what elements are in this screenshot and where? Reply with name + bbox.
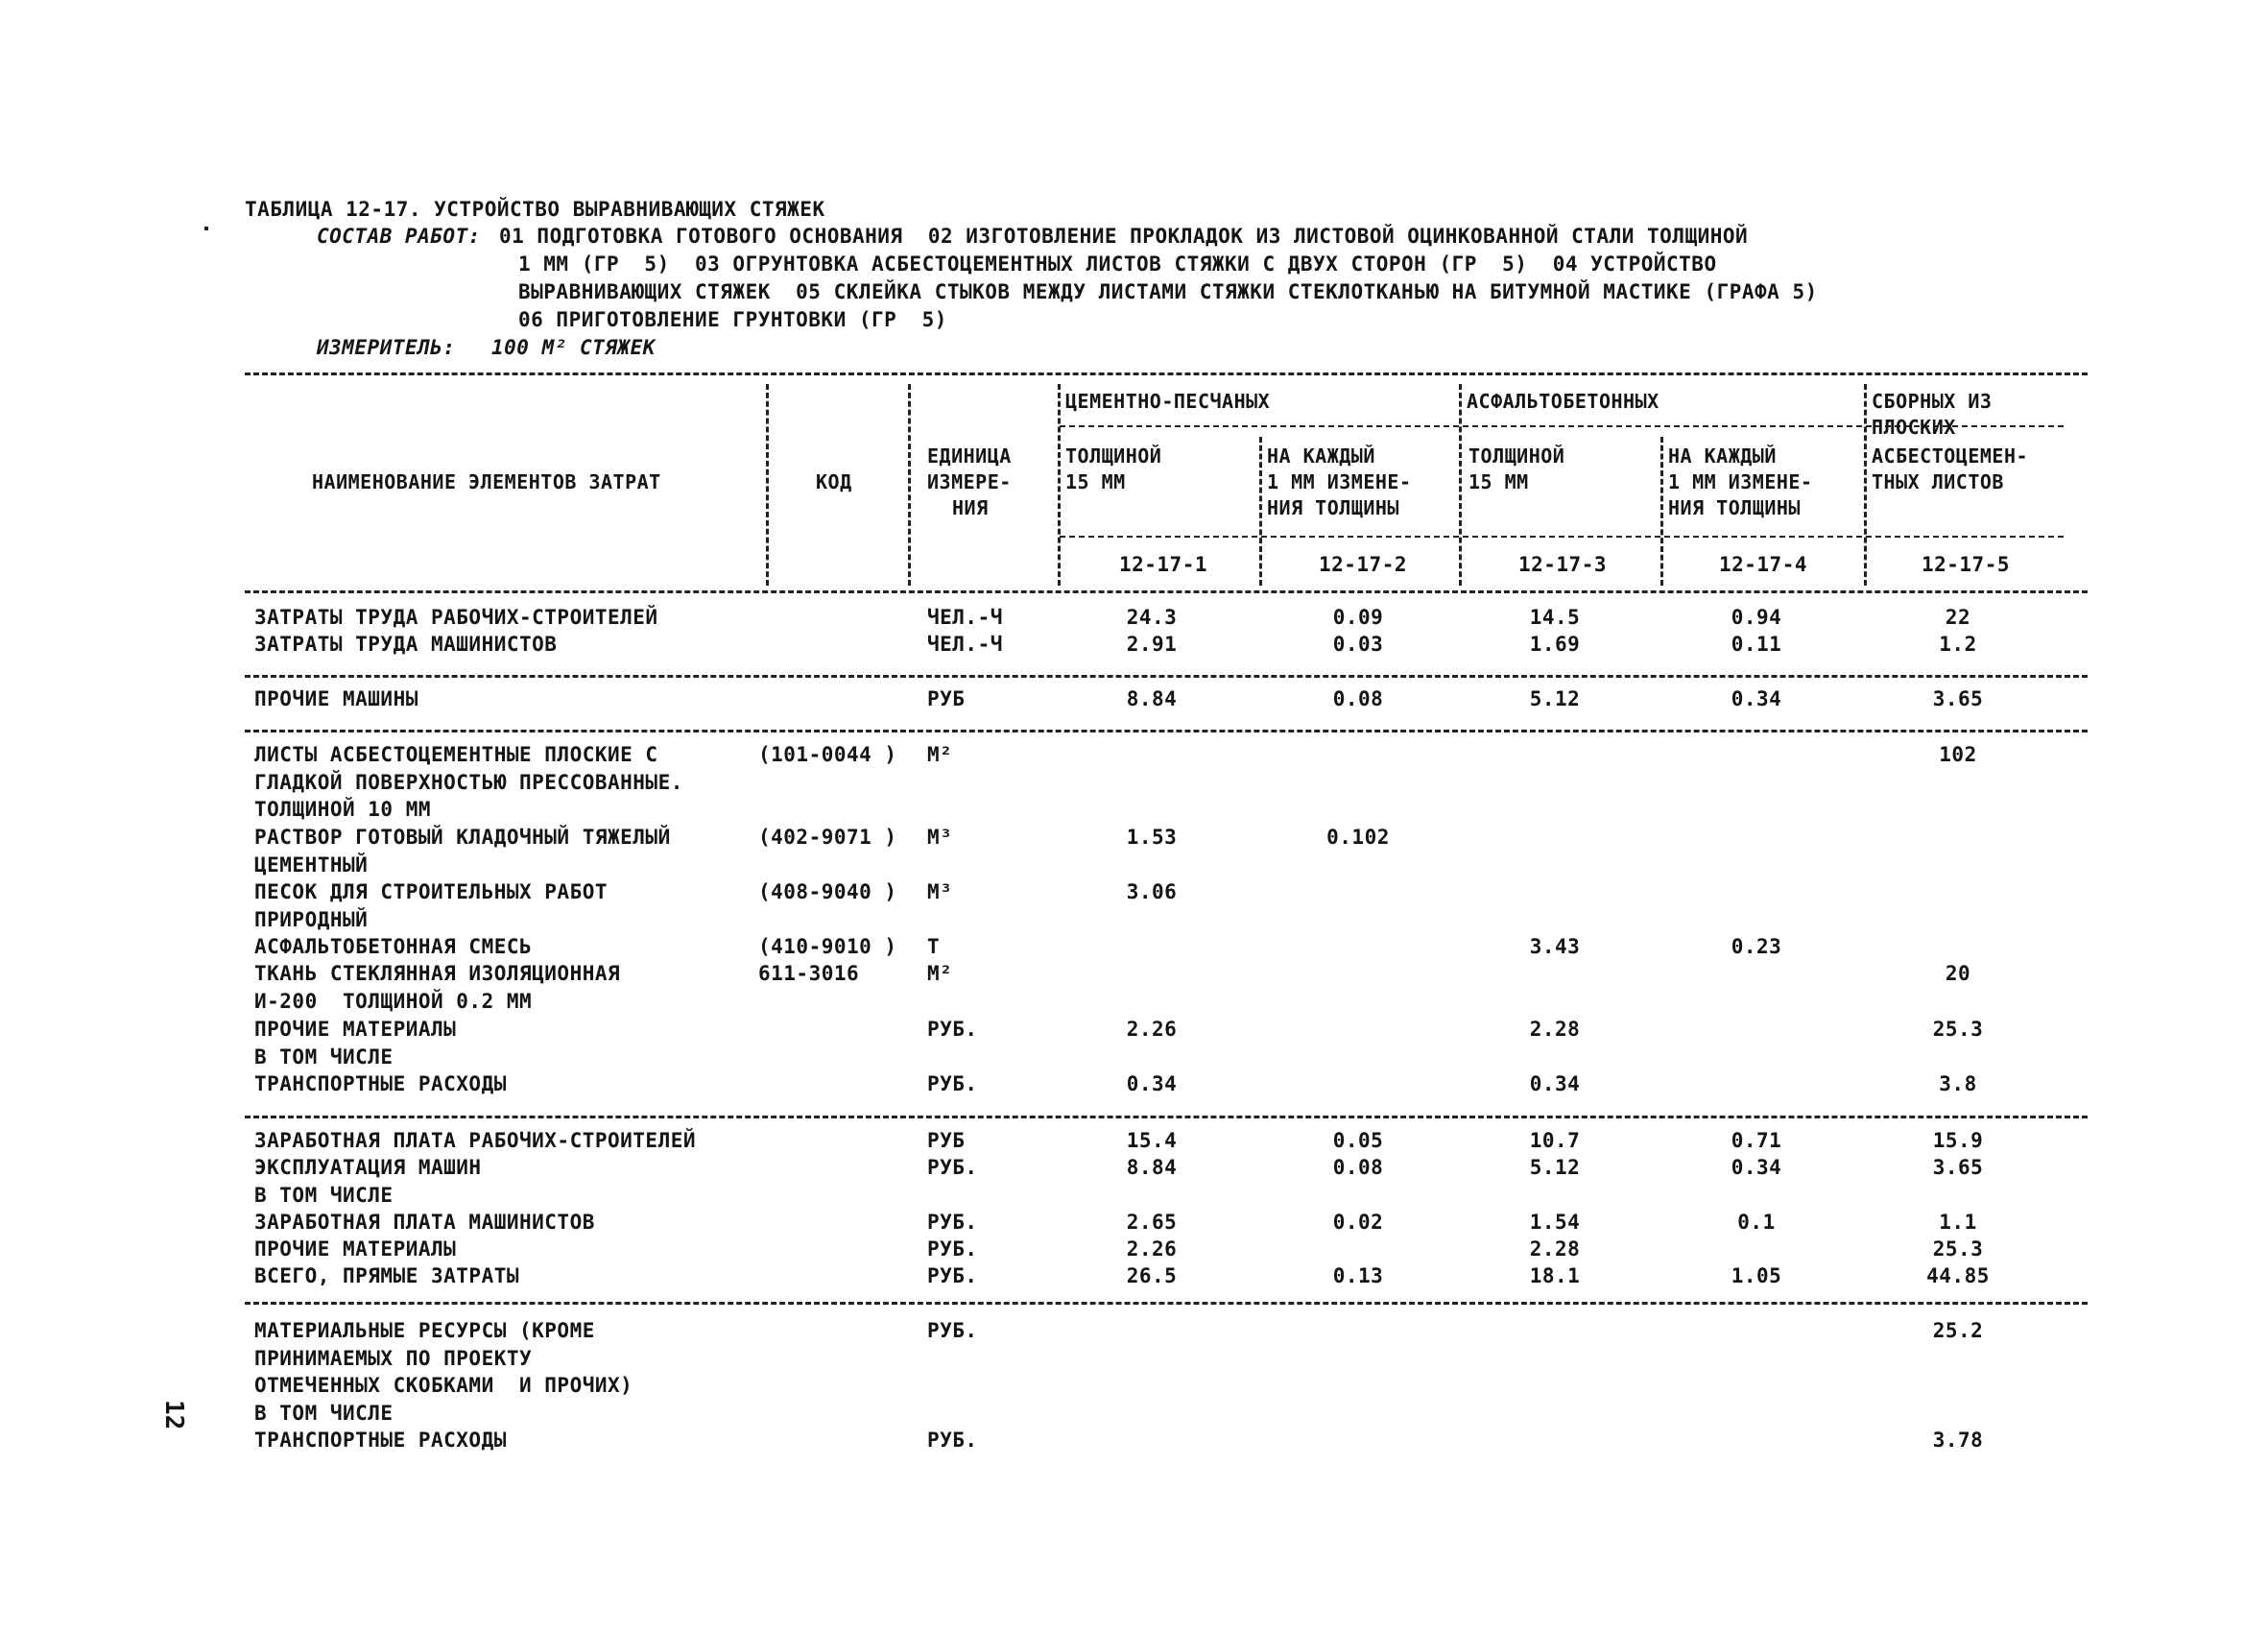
row-label: ПРИНИМАЕМЫХ ПО ПРОЕКТУ (254, 1346, 533, 1370)
per-mm-header: НИЯ ТОЛЩИНЫ (1668, 496, 1801, 519)
row-unit: ЧЕЛ.-Ч (927, 606, 1003, 629)
row-value: 0.34 (1529, 1072, 1581, 1095)
row-value: 2.91 (1126, 633, 1178, 656)
row-label: ПРОЧИЕ МАШИНЫ (254, 687, 418, 710)
row-label: ЦЕМЕНТНЫЙ (254, 853, 369, 877)
row-code: (402-9071 ) (758, 826, 897, 849)
row-label: И-200 ТОЛЩИНОЙ 0.2 ММ (254, 989, 533, 1013)
thickness-header: 15 ММ (1065, 470, 1126, 493)
group-header-asbestos: ТНЫХ ЛИСТОВ (1872, 470, 2004, 493)
row-value: 14.5 (1529, 606, 1581, 629)
per-mm-header: НА КАЖДЫЙ (1267, 444, 1375, 468)
row-unit: РУБ. (927, 1319, 978, 1342)
section-rule (245, 1116, 2088, 1118)
col-divider (1660, 437, 1663, 586)
column-code: 12-17-1 (1118, 553, 1207, 576)
row-code: 611-3016 (758, 962, 860, 985)
row-label: ЛИСТЫ АСБЕСТОЦЕМЕНТНЫЕ ПЛОСКИЕ С (254, 743, 658, 766)
row-value: 0.34 (1126, 1072, 1178, 1095)
row-label: ПРОЧИЕ МАТЕРИАЛЫ (254, 1018, 457, 1041)
row-value: 25.2 (1932, 1319, 1984, 1342)
row-value: 102 (1939, 743, 1977, 766)
row-label: ВСЕГО, ПРЯМЫЕ ЗАТРАТЫ (254, 1264, 520, 1287)
header-top-rule (245, 372, 2088, 375)
row-value: 0.02 (1332, 1211, 1384, 1234)
row-label: ЗАРАБОТНАЯ ПЛАТА РАБОЧИХ-СТРОИТЕЛЕЙ (254, 1129, 697, 1152)
row-value: 0.1 (1737, 1211, 1776, 1234)
row-value: 0.08 (1332, 1156, 1384, 1179)
col-divider (1864, 384, 1867, 586)
per-mm-header: 1 ММ ИЗМЕНЕ- (1668, 470, 1813, 493)
composition-line: 01 ПОДГОТОВКА ГОТОВОГО ОСНОВАНИЯ 02 ИЗГОТОВЛЕНИЕ ПРОКЛАДОК ИЗ ЛИСТОВОЙ ОЦИНКОВАННОЙ СТАЛИ ТОЛЩИНОЙ (499, 225, 1749, 248)
per-mm-header: НИЯ ТОЛЩИНЫ (1267, 496, 1399, 519)
measure-value: 100 М² СТЯЖЕК (491, 336, 656, 359)
page-number: 12 (159, 1400, 188, 1430)
thickness-header: 15 ММ (1468, 470, 1529, 493)
row-unit: М³ (927, 826, 953, 849)
row-value: 2.26 (1126, 1018, 1178, 1041)
row-unit: М² (927, 962, 953, 985)
row-label: ЭКСПЛУАТАЦИЯ МАШИН (254, 1156, 482, 1179)
row-value: 3.06 (1126, 880, 1178, 903)
row-value: 0.11 (1731, 633, 1782, 656)
row-value: 0.102 (1326, 826, 1390, 849)
unit-column-header: ЕДИНИЦА (927, 444, 1012, 468)
row-value: 0.09 (1332, 606, 1384, 629)
section-rule (245, 675, 2088, 678)
column-code: 12-17-5 (1921, 553, 2010, 576)
row-value: 3.65 (1932, 1156, 1984, 1179)
row-value: 0.13 (1332, 1264, 1384, 1287)
row-value: 25.3 (1932, 1018, 1984, 1041)
row-value: 3.43 (1529, 935, 1581, 958)
row-value: 8.84 (1126, 1156, 1178, 1179)
row-label: ТОЛЩИНОЙ 10 ММ (254, 798, 432, 821)
margin-dot (204, 227, 208, 230)
row-value: 1.05 (1731, 1264, 1782, 1287)
row-value: 24.3 (1126, 606, 1178, 629)
row-value: 15.9 (1932, 1129, 1984, 1152)
composition-line: 06 ПРИГОТОВЛЕНИЕ ГРУНТОВКИ (ГР 5) (518, 308, 947, 331)
row-label: ПЕСОК ДЛЯ СТРОИТЕЛЬНЫХ РАБОТ (254, 880, 609, 903)
row-value: 0.23 (1731, 935, 1782, 958)
row-label: ТРАНСПОРТНЫЕ РАСХОДЫ (254, 1072, 507, 1095)
row-value: 2.28 (1529, 1018, 1581, 1041)
thickness-header: ТОЛЩИНОЙ (1468, 444, 1565, 468)
row-unit: РУБ. (927, 1018, 978, 1041)
row-value: 2.28 (1529, 1237, 1581, 1261)
row-unit: М³ (927, 880, 953, 903)
row-label: РАСТВОР ГОТОВЫЙ КЛАДОЧНЫЙ ТЯЖЕЛЫЙ (254, 826, 671, 849)
row-value: 2.65 (1126, 1211, 1178, 1234)
row-value: 0.03 (1332, 633, 1384, 656)
row-label: ПРИРОДНЫЙ (254, 907, 369, 931)
column-code: 12-17-4 (1718, 553, 1807, 576)
section-rule (245, 1302, 2088, 1305)
row-value: 1.53 (1126, 826, 1178, 849)
col-divider (1459, 384, 1462, 586)
unit-column-header: НИЯ (952, 496, 989, 519)
row-label: В ТОМ ЧИСЛЕ (254, 1401, 394, 1425)
row-value: 8.84 (1126, 687, 1178, 710)
row-value: 0.71 (1731, 1129, 1782, 1152)
row-label: МАТЕРИАЛЬНЫЕ РЕСУРСЫ (КРОМЕ (254, 1319, 595, 1342)
row-value: 1.2 (1939, 633, 1977, 656)
code-column-header: КОД (816, 470, 852, 493)
row-value: 18.1 (1529, 1264, 1581, 1287)
col-divider (908, 384, 911, 586)
row-label: В ТОМ ЧИСЛЕ (254, 1045, 394, 1069)
row-value: 20 (1945, 962, 1971, 985)
group-header-cement: ЦЕМЕНТНО-ПЕСЧАНЫХ (1065, 390, 1271, 413)
row-unit: РУБ. (927, 1211, 978, 1234)
row-value: 5.12 (1529, 1156, 1581, 1179)
row-unit: РУБ. (927, 1429, 978, 1452)
row-label: В ТОМ ЧИСЛЕ (254, 1183, 394, 1207)
row-label: АСФАЛЬТОБЕТОННАЯ СМЕСЬ (254, 935, 533, 958)
unit-column-header: ИЗМЕРЕ- (927, 470, 1012, 493)
per-mm-header: НА КАЖДЫЙ (1668, 444, 1777, 468)
row-unit: РУБ. (927, 1072, 978, 1095)
row-unit: РУБ. (927, 1156, 978, 1179)
row-unit: РУБ (927, 687, 966, 710)
row-value: 5.12 (1529, 687, 1581, 710)
row-value: 2.26 (1126, 1237, 1178, 1261)
group-header-asphalt: АСФАЛЬТОБЕТОННЫХ (1467, 390, 1659, 413)
row-code: (410-9010 ) (758, 935, 897, 958)
row-value: 0.08 (1332, 687, 1384, 710)
composition-line: ВЫРАВНИВАЮЩИХ СТЯЖЕК 05 СКЛЕЙКА СТЫКОВ МЕЖДУ ЛИСТАМИ СТЯЖКИ СТЕКЛОТКАНЬЮ НА БИТУМНОЙ МАСТИКЕ (ГРАФА 5) (518, 280, 1818, 303)
column-code: 12-17-3 (1517, 553, 1607, 576)
row-value: 22 (1945, 606, 1971, 629)
row-unit: ЧЕЛ.-Ч (927, 633, 1003, 656)
thickness-header: ТОЛЩИНОЙ (1065, 444, 1162, 468)
row-value: 1.1 (1939, 1211, 1977, 1234)
group-header-asbestos: ПЛОСКИХ (1872, 416, 1956, 439)
row-unit: РУБ. (927, 1237, 978, 1261)
composition-line: 1 ММ (ГР 5) 03 ОГРУНТОВКА АСБЕСТОЦЕМЕНТНЫХ ЛИСТОВ СТЯЖКИ С ДВУХ СТОРОН (ГР 5) 04 УСТРОЙСТВО (518, 252, 1717, 276)
row-value: 0.34 (1731, 1156, 1782, 1179)
row-label: ГЛАДКОЙ ПОВЕРХНОСТЬЮ ПРЕССОВАННЫЕ. (254, 770, 683, 794)
row-value: 26.5 (1126, 1264, 1178, 1287)
row-value: 15.4 (1126, 1129, 1178, 1152)
row-value: 3.78 (1932, 1429, 1984, 1452)
group-header-asbestos: СБОРНЫХ ИЗ (1872, 390, 1993, 413)
row-code: (101-0044 ) (758, 743, 897, 766)
col-divider (1259, 437, 1262, 586)
row-value: 44.85 (1926, 1264, 1990, 1287)
row-unit: М² (927, 743, 953, 766)
row-value: 0.05 (1332, 1129, 1384, 1152)
row-label: ЗАТРАТЫ ТРУДА МАШИНИСТОВ (254, 633, 558, 656)
table-title: ТАБЛИЦА 12-17. УСТРОЙСТВО ВЫРАВНИВАЮЩИХ СТЯЖЕК (245, 198, 825, 221)
row-label: ЗАРАБОТНАЯ ПЛАТА МАШИНИСТОВ (254, 1211, 595, 1234)
code-rule (1060, 536, 2064, 538)
row-value: 0.94 (1731, 606, 1782, 629)
row-label: ПРОЧИЕ МАТЕРИАЛЫ (254, 1237, 457, 1261)
row-unit: Т (927, 935, 941, 958)
col-divider (1058, 384, 1061, 586)
row-label: ТКАНЬ СТЕКЛЯННАЯ ИЗОЛЯЦИОННАЯ (254, 962, 621, 985)
row-value: 25.3 (1932, 1237, 1984, 1261)
row-label: ЗАТРАТЫ ТРУДА РАБОЧИХ-СТРОИТЕЛЕЙ (254, 606, 658, 629)
row-unit: РУБ. (927, 1264, 978, 1287)
row-unit: РУБ (927, 1129, 966, 1152)
row-value: 1.69 (1529, 633, 1581, 656)
header-bottom-rule (245, 590, 2088, 593)
col-divider (766, 384, 769, 586)
column-code: 12-17-2 (1318, 553, 1407, 576)
row-value: 10.7 (1529, 1129, 1581, 1152)
row-code: (408-9040 ) (758, 880, 897, 903)
row-value: 0.34 (1731, 687, 1782, 710)
name-column-header: НАИМЕНОВАНИЕ ЭЛЕМЕНТОВ ЗАТРАТ (312, 470, 661, 493)
section-rule (245, 730, 2088, 732)
row-label: ТРАНСПОРТНЫЕ РАСХОДЫ (254, 1429, 507, 1452)
group-header-asbestos: АСБЕСТОЦЕМЕН- (1872, 444, 2029, 468)
row-label: ОТМЕЧЕННЫХ СКОБКАМИ И ПРОЧИХ) (254, 1374, 633, 1397)
measure-label: ИЗМЕРИТЕЛЬ: (317, 336, 456, 359)
row-value: 3.8 (1939, 1072, 1977, 1095)
row-value: 1.54 (1529, 1211, 1581, 1234)
composition-label: СОСТАВ РАБОТ: (317, 225, 481, 248)
per-mm-header: 1 ММ ИЗМЕНЕ- (1267, 470, 1412, 493)
row-value: 3.65 (1932, 687, 1984, 710)
